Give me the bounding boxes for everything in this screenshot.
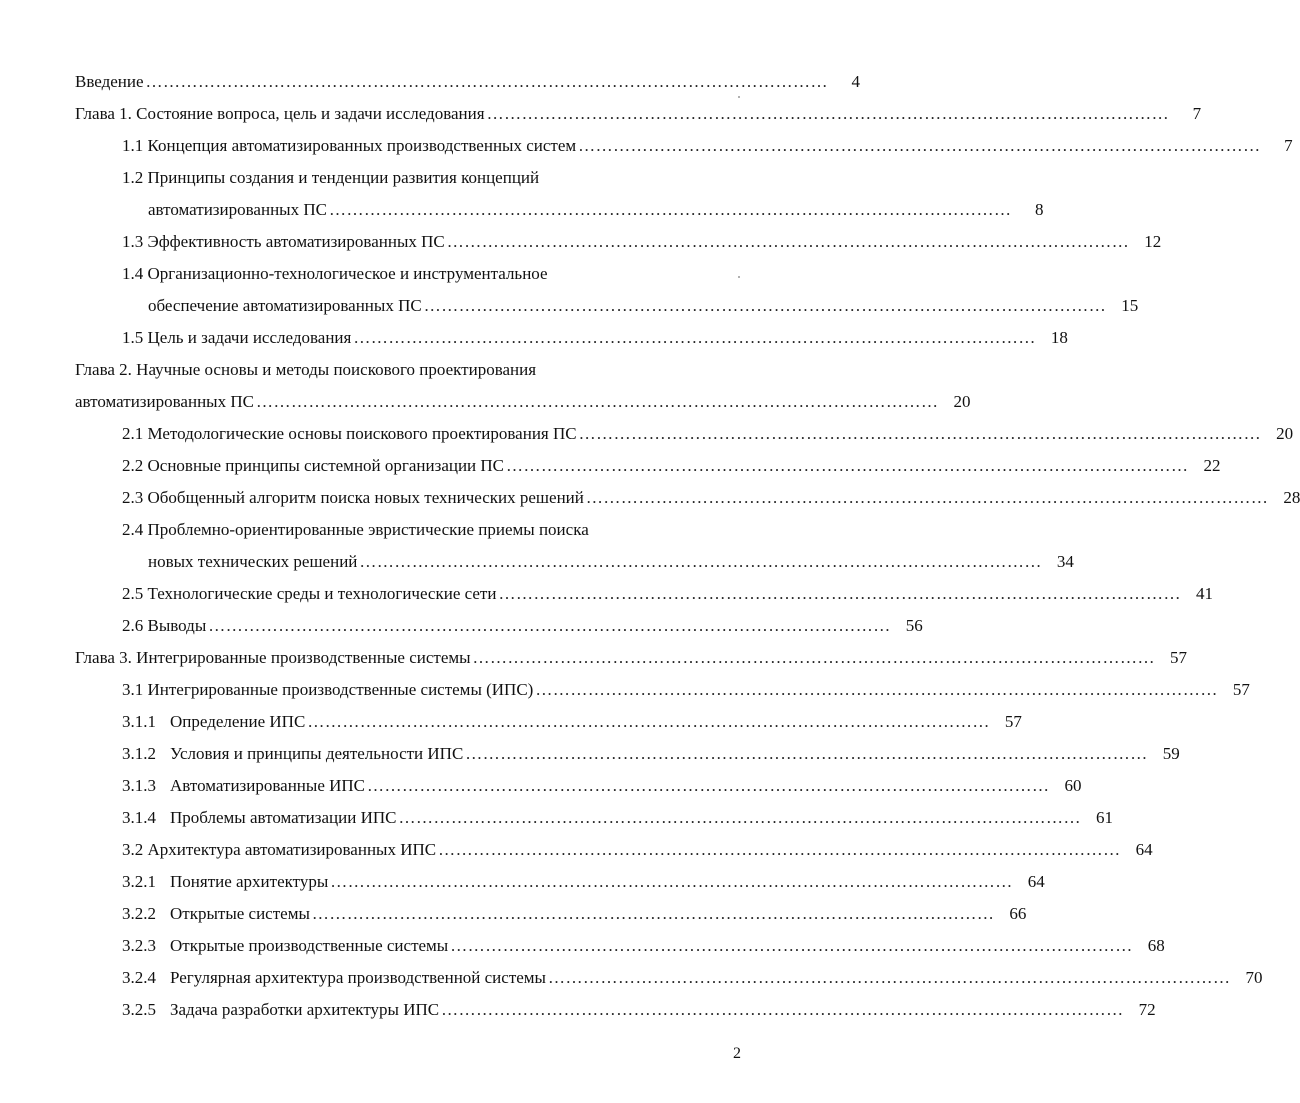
toc-title: 1.5 Цель и задачи исследования (122, 328, 352, 347)
toc-entry-1-4[interactable] (148, 294, 1139, 318)
toc-entry-1-2-line1[interactable]: 1.2 Принципы создания и тенденции развития концепций (122, 168, 540, 187)
toc-title: 1.1 Концепция автоматизированных производственных систем (122, 136, 577, 155)
toc-entry-2-3[interactable] (122, 486, 1300, 510)
toc-entry-2-2[interactable] (122, 454, 1221, 478)
toc-title: новых технических решений (148, 552, 358, 571)
toc-page: 64 (1135, 840, 1153, 859)
toc-leader: ……………………………………………………………………………………………………… (578, 136, 1261, 155)
toc-page: 4 (851, 72, 861, 91)
toc-title: 2.5 Технологические среды и технологические сети (122, 584, 497, 603)
toc-number: 3.1.2 (122, 744, 156, 763)
toc-leader: ……………………………………………………………………………………………………… (472, 648, 1156, 667)
toc-title: обеспечение автоматизированных ПС (148, 296, 422, 315)
toc-entry-1-2[interactable] (148, 198, 1044, 222)
toc-title: Задача разработки архитектуры ИПС (170, 1000, 440, 1019)
toc-page: 70 (1245, 968, 1263, 987)
toc-page: 7 (1284, 136, 1293, 155)
toc-title: Определение ИПС (170, 712, 306, 731)
toc-title: Автоматизированные ИПС (170, 776, 366, 795)
toc-leader: ……………………………………………………………………………………………………… (328, 200, 1012, 219)
toc-number: 3.2.3 (122, 936, 156, 955)
toc-number: 3.2.1 (122, 872, 156, 891)
toc-page: 60 (1064, 776, 1082, 795)
toc-leader: ……………………………………………………………………………………………………… (330, 872, 1013, 891)
toc-leader: ……………………………………………………………………………………………………… (441, 1000, 1124, 1019)
toc-entry-2-4[interactable] (148, 550, 1074, 574)
toc-entry-3-1-4[interactable] (122, 806, 1113, 830)
toc-leader: ……………………………………………………………………………………………………… (398, 808, 1081, 827)
toc-page: 22 (1203, 456, 1221, 475)
toc-leader: ……………………………………………………………………………………………………… (535, 680, 1218, 699)
toc-entry-2-6[interactable] (122, 614, 923, 638)
toc-leader: ……………………………………………………………………………………………………… (506, 456, 1189, 475)
toc-leader: ……………………………………………………………………………………………………… (307, 712, 990, 731)
toc-leader: ……………………………………………………………………………………………………… (585, 488, 1269, 507)
toc-entry-chapter-2-line1[interactable]: Глава 2. Научные основы и методы поискового проектирования (75, 360, 537, 379)
toc-leader: ……………………………………………………………………………………………………… (498, 584, 1181, 603)
toc-leader: ……………………………………………………………………………………………………… (311, 904, 995, 923)
toc-number: 3.1.1 (122, 712, 156, 731)
page-number: 2 (733, 1045, 741, 1062)
toc-entry-3-1-2[interactable] (122, 742, 1180, 766)
toc-title: 2.6 Выводы (122, 616, 207, 635)
toc-page: 64 (1027, 872, 1045, 891)
toc-entry-2-1[interactable] (122, 422, 1294, 446)
toc-page: 57 (1170, 648, 1188, 667)
toc-leader: ……………………………………………………………………………………………………… (547, 968, 1231, 987)
toc-page: 56 (905, 616, 923, 635)
scan-speck (738, 96, 740, 98)
scan-speck (738, 276, 740, 278)
toc-title: 1.3 Эффективность автоматизированных ПС (122, 232, 445, 251)
toc-entry-3-2-3[interactable] (122, 934, 1165, 958)
toc-entry-3-2-1[interactable] (122, 870, 1045, 894)
toc-number: 3.1.4 (122, 808, 156, 827)
toc-page: 57 (1232, 680, 1250, 699)
toc-page: 72 (1138, 1000, 1156, 1019)
toc-page: 68 (1147, 936, 1165, 955)
toc-entry-chapter-2[interactable] (75, 390, 971, 414)
toc-page: 57 (1004, 712, 1022, 731)
toc-title: 2.3 Обобщенный алгоритм поиска новых технических решений (122, 488, 584, 507)
toc-entry-3-2[interactable] (122, 838, 1153, 862)
toc-page: 66 (1009, 904, 1027, 923)
toc-leader: ……………………………………………………………………………………………………… (438, 840, 1121, 859)
toc-title: 3.2 Архитектура автоматизированных ИПС (122, 840, 437, 859)
toc-entry-chapter-3[interactable] (75, 646, 1188, 670)
toc-page: 61 (1095, 808, 1113, 827)
toc-leader: ……………………………………………………………………………………………………… (367, 776, 1050, 795)
toc-page: 28 (1283, 488, 1300, 507)
toc-entry-intro[interactable] (75, 70, 861, 94)
toc-page: 15 (1121, 296, 1139, 315)
toc-leader: ……………………………………………………………………………………………………… (359, 552, 1042, 571)
toc-entry-2-4-line1[interactable]: 2.4 Проблемно-ориентированные эвристические приемы поиска (122, 520, 589, 539)
toc-leader: ……………………………………………………………………………………………………… (578, 424, 1262, 443)
toc-entry-3-1[interactable] (122, 678, 1250, 702)
toc-title: 2.2 Основные принципы системной организации ПС (122, 456, 505, 475)
toc-title: Введение (75, 72, 144, 91)
toc-page: 8 (1034, 200, 1044, 219)
toc-entry-chapter-1[interactable] (75, 102, 1202, 126)
toc-page: 41 (1195, 584, 1213, 603)
toc-title: Открытые производственные системы (170, 936, 449, 955)
toc-title: Условия и принципы деятельности ИПС (170, 744, 464, 763)
toc-title: Понятие архитектуры (170, 872, 329, 891)
toc-leader: ……………………………………………………………………………………………………… (208, 616, 891, 635)
toc-title: Открытые системы (170, 904, 310, 923)
toc-page: 59 (1162, 744, 1180, 763)
toc-page: 20 (1276, 424, 1294, 443)
toc-entry-2-5[interactable] (122, 582, 1213, 606)
toc-leader: ……………………………………………………………………………………………………… (255, 392, 939, 411)
toc-number: 3.2.4 (122, 968, 156, 987)
toc-title: Глава 3. Интегрированные производственные системы (75, 648, 471, 667)
toc-title: Проблемы автоматизации ИПС (170, 808, 397, 827)
toc-page: 12 (1144, 232, 1162, 251)
toc-leader: ……………………………………………………………………………………………………… (446, 232, 1130, 251)
toc-leader: ……………………………………………………………………………………………………… (465, 744, 1148, 763)
toc-entry-3-2-4[interactable] (122, 966, 1263, 990)
toc-page: 20 (953, 392, 971, 411)
toc-leader: ……………………………………………………………………………………………………… (423, 296, 1107, 315)
toc-entry-1-3[interactable] (122, 230, 1162, 254)
toc-entry-3-2-2[interactable] (122, 902, 1027, 926)
toc-entry-3-1-3[interactable] (122, 774, 1082, 798)
toc-title: 2.1 Методологические основы поискового проектирования ПС (122, 424, 577, 443)
toc-title: Глава 1. Состояние вопроса, цель и задачи исследования (75, 104, 485, 123)
toc-leader: ……………………………………………………………………………………………………… (145, 72, 829, 91)
toc-entry-1-4-line1[interactable]: 1.4 Организационно-технологическое и инструментальное (122, 264, 548, 283)
toc-number: 3.1.3 (122, 776, 156, 795)
toc-leader: ……………………………………………………………………………………………………… (450, 936, 1133, 955)
toc-entry-3-1-1[interactable] (122, 710, 1022, 734)
toc-entry-1-5[interactable] (122, 326, 1068, 350)
toc-page: 7 (1192, 104, 1202, 123)
toc-title: автоматизированных ПС (148, 200, 327, 219)
toc-page: 18 (1050, 328, 1068, 347)
toc-entry-3-2-5[interactable] (122, 998, 1156, 1022)
toc-entry-1-1[interactable] (122, 134, 1293, 158)
toc-number: 3.2.5 (122, 1000, 156, 1019)
toc-title: 3.1 Интегрированные производственные системы (ИПС) (122, 680, 534, 699)
toc-title: автоматизированных ПС (75, 392, 254, 411)
toc-page: 34 (1056, 552, 1074, 571)
toc-leader: ……………………………………………………………………………………………………… (486, 104, 1170, 123)
toc-leader: ……………………………………………………………………………………………………… (353, 328, 1036, 347)
toc-number: 3.2.2 (122, 904, 156, 923)
toc-title: Регулярная архитектура производственной системы (170, 968, 546, 987)
